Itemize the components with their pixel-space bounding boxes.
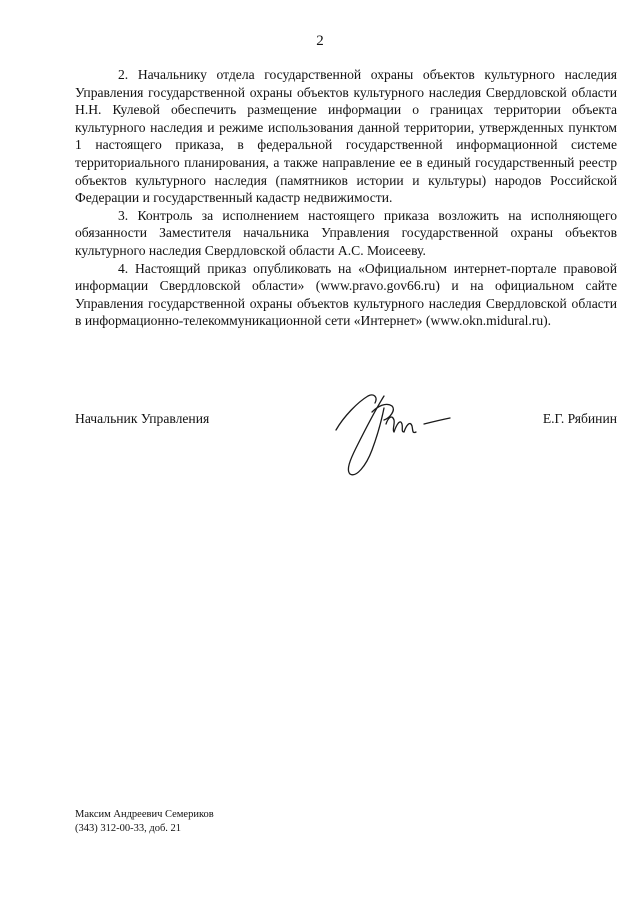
signatory-title: Начальник Управления <box>75 411 210 426</box>
executor-info <box>75 808 214 835</box>
signatory-name: Е.Г. Рябинин <box>542 411 617 426</box>
paragraph-2: 2. Начальнику отдела государственной охраны объектов культурного наследия Управления государственной охраны объектов культурного наследия Свердловской области Н.Н. Кулевой обеспечить размещение информации о границах территории объекта культурного наследия и режиме использования данной территории, утвержденных пунктом 1 настоящего приказа, в федеральной государственной информационной системе территориального планирования, а также направление ее в единый государственный реестр объектов культурного наследия (памятников истории и культуры) народов Российской Федерации и государственный кадастр недвижимости. <box>75 67 617 206</box>
page-number: 2 <box>316 33 324 49</box>
handwritten-signature-icon <box>328 388 458 480</box>
executor-name: Максим Андреевич Семериков <box>75 809 214 820</box>
paragraph-4: 4. Настоящий приказ опубликовать на «Официальном интернет-портале правовой информации Свердловской области» (www.pravo.gov66.ru) и на официальном сайте Управления государственной охраны объектов культурного наследия Свердловской области в информационно-телекоммуникационной сети «Интернет» (www.okn.midural.ru). <box>75 260 617 329</box>
paragraph-3: 3. Контроль за исполнением настоящего приказа возложить на исполняющего обязанности Заместителя начальника Управления государственной охраны объектов культурного наследия Свердловской области А.С. Моисееву. <box>75 207 617 258</box>
executor-phone: (343) 312-00-33, доб. 21 <box>75 822 182 834</box>
document-body <box>75 66 617 330</box>
